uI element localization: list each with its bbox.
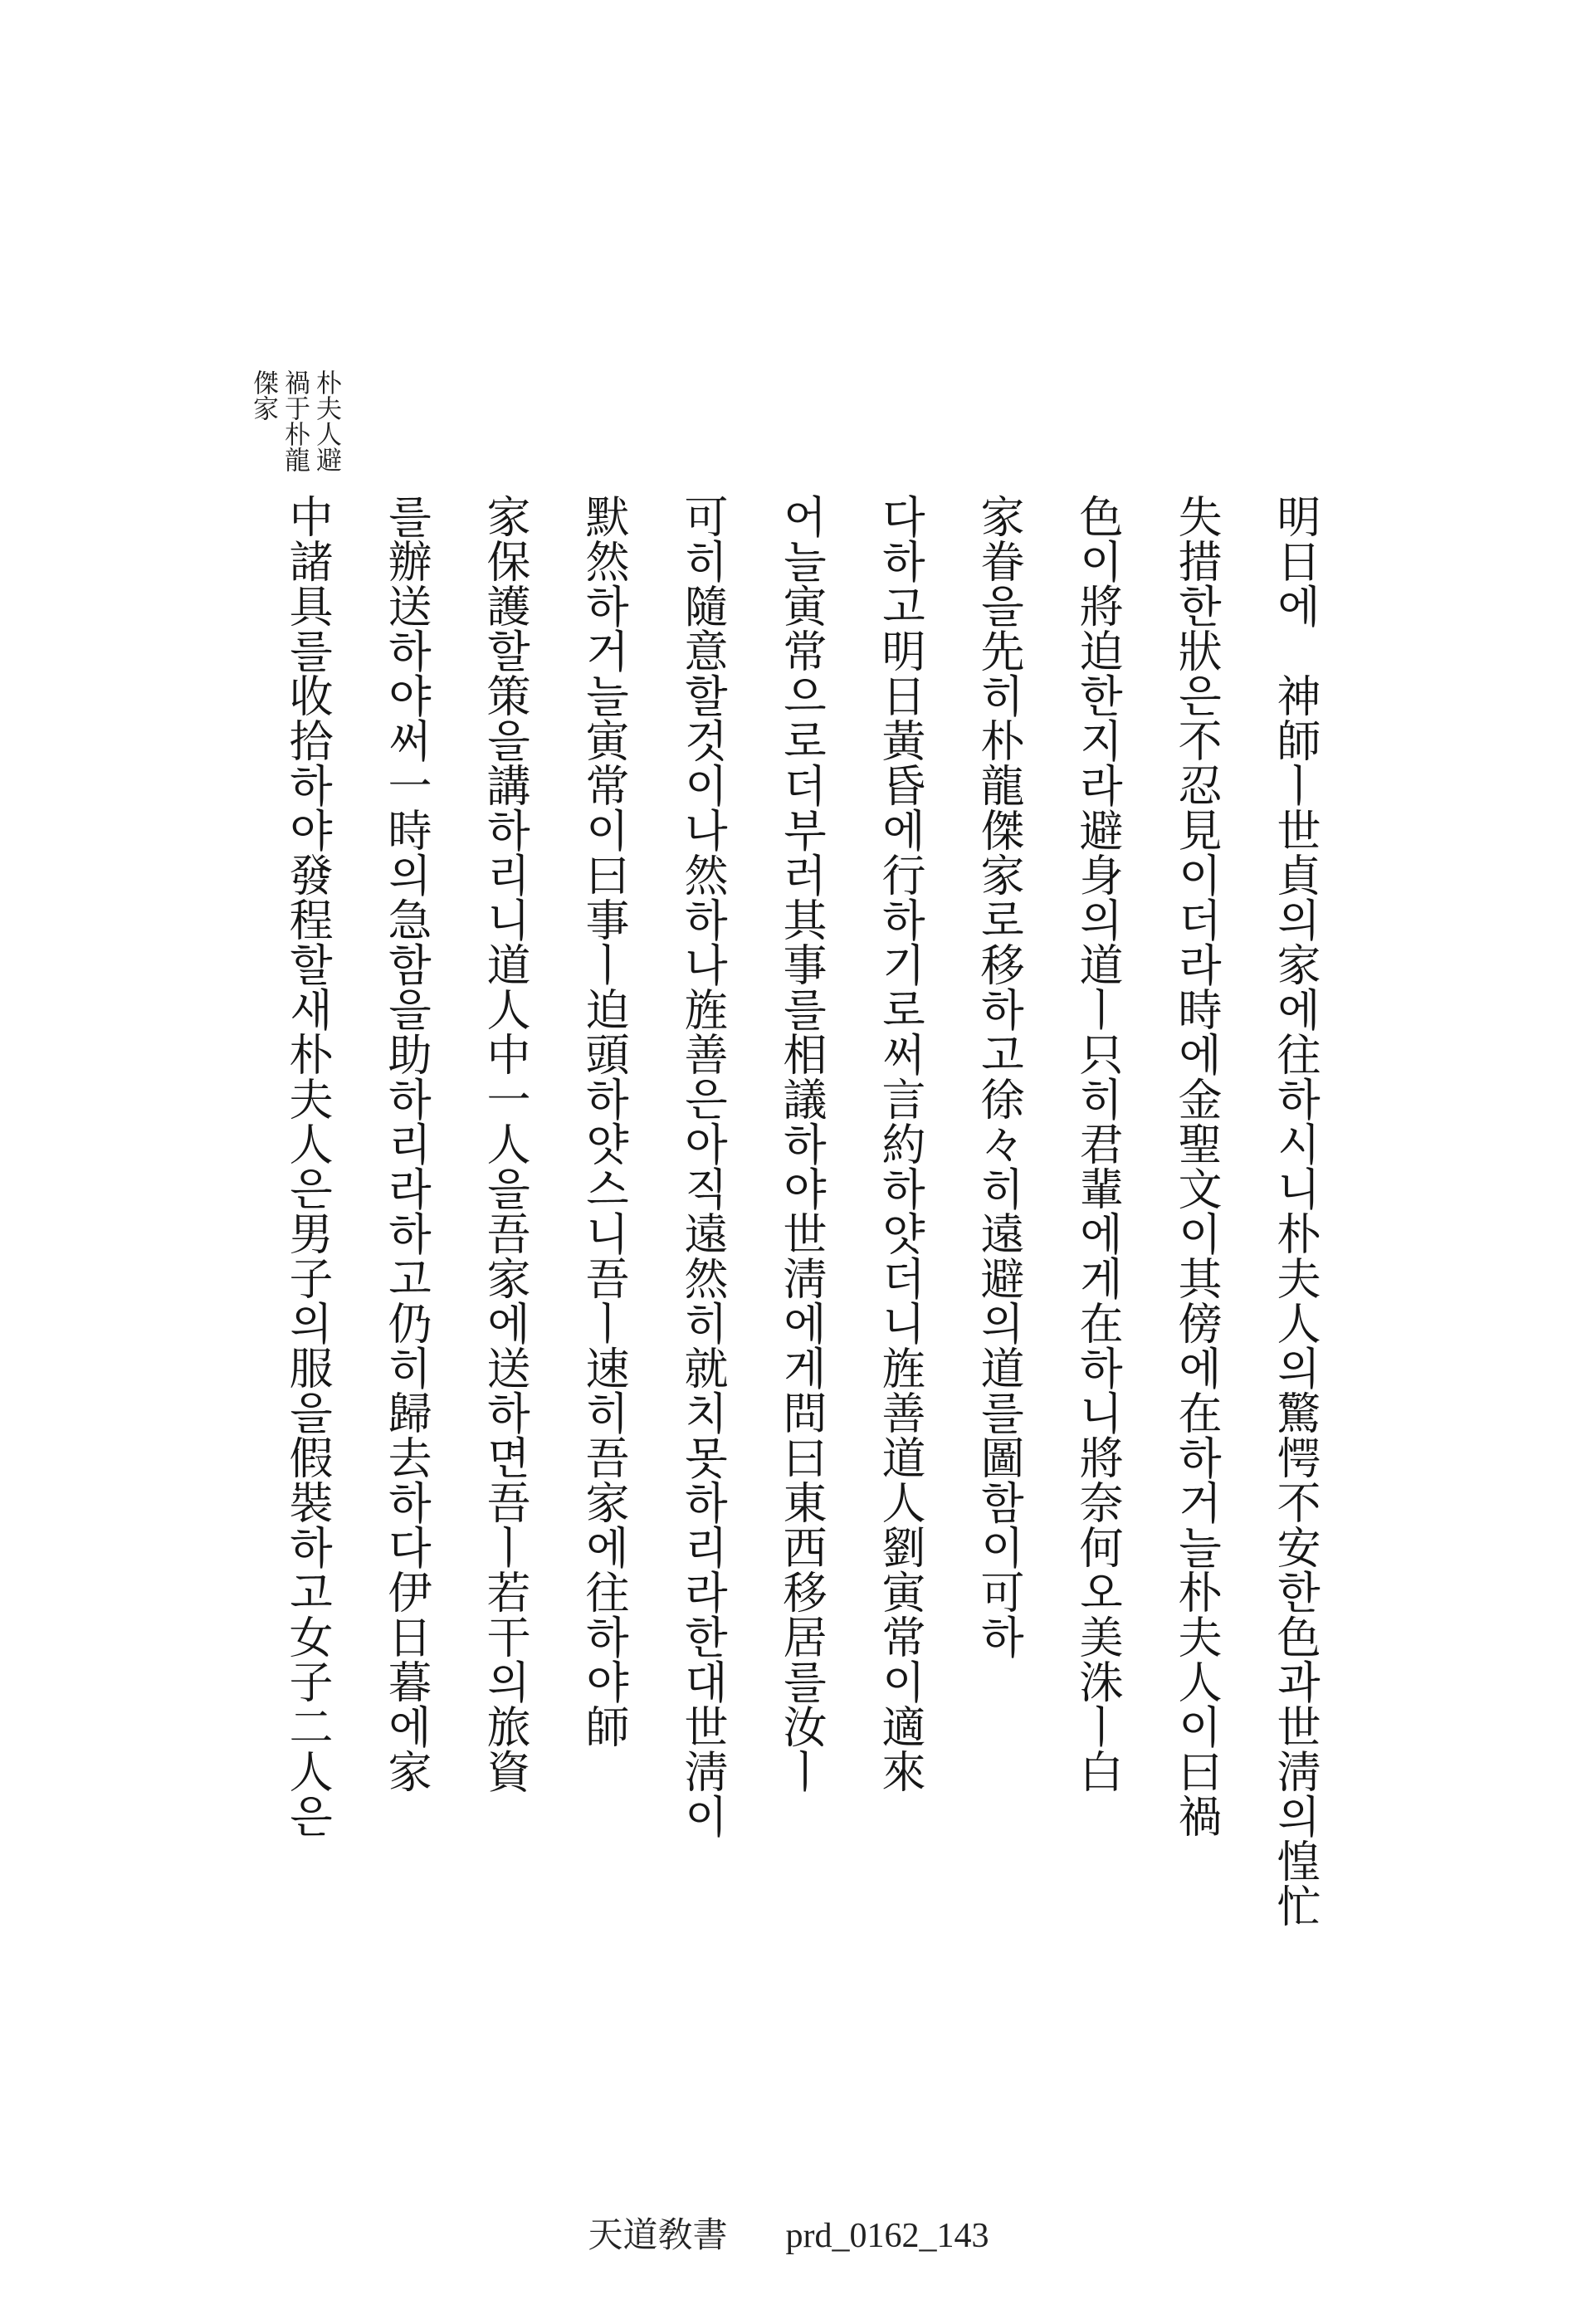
page-footer [0,2208,1577,2258]
text-column-8: 默然하거늘寅常이曰事ㅣ迫頭하얏스니吾ㅣ速히吾家에往하야師 [579,494,629,1749]
text-column-1: 明日에 神師ㅣ世貞의家에往하시니朴夫人의驚愕不安한色과世淸의惶忙 [1270,494,1321,1928]
margin-annotation-line: 禍于朴龍 [280,369,310,472]
text-column-5: 다하고明日黃昏에行하기로써言約하얏더니旌善道人劉寅常이適來 [875,494,925,1794]
text-column-6: 어늘寅常으로더부러其事를相議하야世淸에게問曰東西移居를汝ㅣ [776,494,827,1794]
manuscript-text-block [274,494,1328,2054]
page-id: prd_0162_143 [785,2217,989,2255]
text-column-10: 를辦送하야써一時의急함을助하리라하고仍히歸去하다伊日暮에家 [381,494,432,1794]
text-column-4: 家眷을先히朴龍傑家로移하고徐々히遠避의道를圖함이可하 [974,494,1024,1659]
text-column-2: 失措한狀은不忍見이더라時에金聖文이其傍에在하거늘朴夫人이曰禍 [1171,494,1222,1838]
text-column-9: 家保護할策을講하리니道人中一人을吾家에送하면吾ㅣ若干의旅資 [480,494,530,1794]
margin-annotation-line: 傑家 [248,369,278,421]
text-column-7: 可히隨意할것이나然하나旌善은아직遠然히就치못하리라한대世淸이 [677,494,728,1838]
collection-title: 天道敎書 [588,2217,728,2255]
text-column-3: 色이將迫한지라避身의道ㅣ只히君輩에게在하니將奈何오美洙ㅣ白 [1072,494,1123,1794]
text-column-11: 中諸具를收拾하야發程할새朴夫人은男子의服을假裝하고女子二人은 [282,494,333,1838]
margin-annotation [249,369,340,506]
margin-annotation-line: 朴夫人避 [311,369,341,472]
